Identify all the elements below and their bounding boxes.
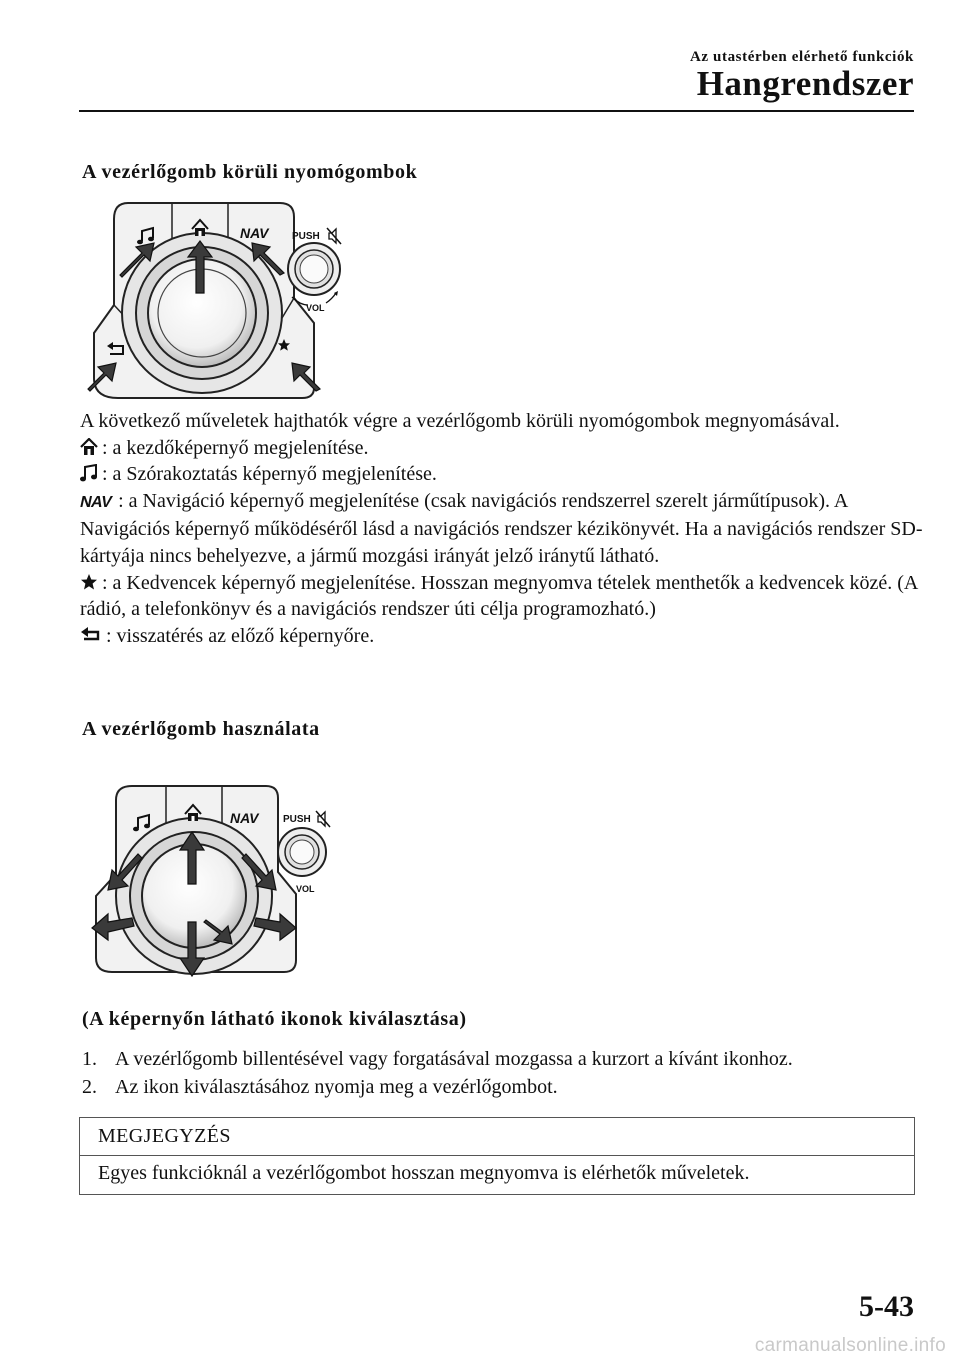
note-title: MEGJEGYZÉS xyxy=(80,1118,914,1156)
page-title: Hangrendszer xyxy=(696,64,914,103)
favorites-description: : a Kedvencek képernyő megjelenítése. Hosszan megnyomva tételek menthetők a kedvencek közé. (A rádió, a telefonkönyv és a navigációs rendszer úti célja programozható.) xyxy=(80,571,918,621)
note-box xyxy=(79,1117,915,1195)
push-label: PUSH xyxy=(292,231,320,242)
header-divider xyxy=(79,110,914,112)
vol-label: VOL xyxy=(306,303,325,313)
intro-text: A következő műveletek hajthatók végre a vezérlőgomb körüli nyomógombok megnyomásával. xyxy=(80,410,840,432)
entertainment-description: : a Szórakoztatás képernyő megjelenítése. xyxy=(102,463,437,486)
step-number: 2. xyxy=(82,1076,97,1098)
section-label: Az utastérben elérhető funkciók xyxy=(690,49,914,65)
list-item-navigation xyxy=(80,488,930,570)
step-item xyxy=(82,1073,932,1101)
note-body: Egyes funkcióknál a vezérlőgombot hosszan megnyomva is elérhetők műveletek. xyxy=(98,1162,750,1184)
list-item-home xyxy=(80,435,930,462)
nav-label: NAV xyxy=(230,810,259,826)
nav-icon: NAV xyxy=(78,493,114,511)
list-item-favorites xyxy=(80,570,930,623)
nav-label: NAV xyxy=(240,225,269,241)
push-label: PUSH xyxy=(283,814,311,825)
subheading-select-icons: (A képernyőn látható ikonok kiválasztása) xyxy=(82,1008,467,1030)
navigation-description: : a Navigáció képernyő megjelenítése (csak navigációs rendszerrel szerelt járműtípusok). A Navigációs képernyő működéséről lásd a navigációs rendszer kézikönyvét. Ha a navigációs rendszer SD-kártyája nincs behelyezve, a jármű mozgási irányát jelző iránytű látható. xyxy=(80,489,923,567)
buttons-description xyxy=(80,408,930,649)
list-item-back xyxy=(80,623,930,650)
commander-usage-figure xyxy=(80,772,340,982)
section-heading-usage: A vezérlőgomb használata xyxy=(82,718,320,740)
home-description: : a kezdőképernyő megjelenítése. xyxy=(102,436,369,459)
home-icon xyxy=(80,438,98,456)
back-icon xyxy=(80,626,102,644)
vol-label: VOL xyxy=(296,884,315,894)
star-icon xyxy=(80,573,98,591)
watermark: carmanualsonline.info xyxy=(754,1335,946,1356)
step-number: 1. xyxy=(82,1048,97,1070)
step-item xyxy=(82,1045,932,1073)
list-item-entertainment xyxy=(80,461,930,488)
step-text: A vezérlőgomb billentésével vagy forgatásával mozgassa a kurzort a kívánt ikonhoz. xyxy=(115,1048,793,1070)
commander-buttons-figure xyxy=(80,193,360,403)
section-heading-buttons: A vezérlőgomb körüli nyomógombok xyxy=(82,161,418,183)
page-number: 5-43 xyxy=(859,1290,914,1323)
music-note-icon xyxy=(80,464,98,482)
step-text: Az ikon kiválasztásához nyomja meg a vezérlőgombot. xyxy=(115,1076,558,1098)
mute-icon xyxy=(316,811,330,827)
back-description: : visszatérés az előző képernyőre. xyxy=(106,624,375,647)
steps-list xyxy=(82,1045,932,1101)
mute-icon xyxy=(327,228,341,244)
